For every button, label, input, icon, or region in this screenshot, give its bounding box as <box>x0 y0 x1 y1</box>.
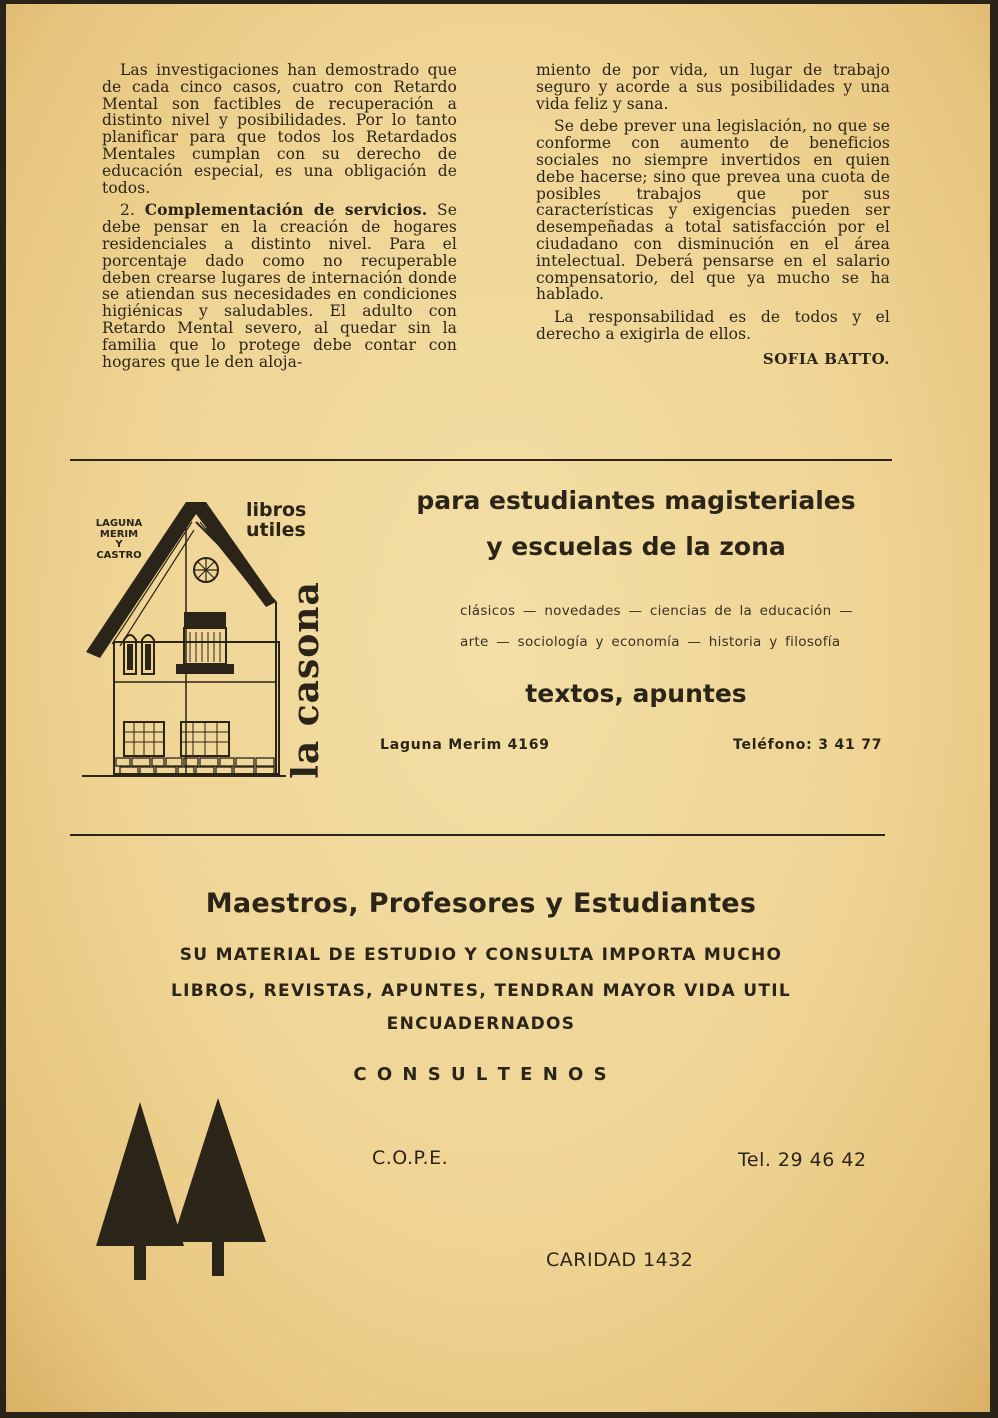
ad-title-line2: y escuelas de la zona <box>486 532 786 561</box>
article-column-right <box>536 62 890 368</box>
section-heading: Complementación de servicios. <box>144 200 428 220</box>
section-body: Se debe pensar en la creación de hogares residenciales a distinto nivel. Para el porcentaje dado como no recuperable deben crearse lugares de internación donde se atiendan sus necesidades en condiciones higiénicas y saludables. El adulto con Retardo Mental severo, al quedar sin la familia que lo protege debe contar con hogares que le den aloja- <box>102 201 457 371</box>
cope-line: LIBROS, REVISTAS, APUNTES, TENDRAN MAYOR VIDA UTIL <box>170 981 791 1001</box>
article-paragraph-services <box>102 202 457 370</box>
cope-line: SU MATERIAL DE ESTUDIO Y CONSULTA IMPORTA MUCHO <box>179 945 783 965</box>
cope-address: CARIDAD 1432 <box>546 1249 694 1271</box>
logo-brand-name: la casona <box>285 581 327 779</box>
section-number: 2. <box>120 201 135 220</box>
article-paragraph: Las investigaciones han demostrado que de cada cinco casos, cuatro con Retardo Mental son factibles de recuperación a distinto nivel y posibilidades. Por lo tanto planificar para que todos los Retardados Mentales cumplan con su derecho de educación especial, es una obligación de todos. <box>102 61 457 197</box>
ad-phone: Teléfono: 3 41 77 <box>733 737 883 753</box>
logo-tagline-line: libros <box>246 499 307 521</box>
cope-line: ENCUADERNADOS <box>386 1014 576 1034</box>
ad-subtitle: textos, apuntes <box>525 679 747 708</box>
categories-line: clásicos — novedades — ciencias de la educación — <box>460 603 853 619</box>
article-column-left <box>102 62 457 376</box>
divider-rule <box>70 834 885 836</box>
logo-corner-line: CASTRO <box>96 549 142 561</box>
cope-call-to-action: C O N S U L T E N O S <box>353 1064 609 1085</box>
author-signature: SOFIA BATTO. <box>762 349 890 368</box>
logo-corner-text <box>90 519 148 561</box>
logo-tagline <box>246 500 306 540</box>
ad-title-line1: para estudiantes magisteriales <box>416 486 856 515</box>
magazine-page <box>6 4 990 1412</box>
article-paragraph: Se debe prever una legislación, no que se conforme con aumento de beneficios sociales no siempre invertidos en quien debe hacerse; sino que prevea una cuota de posibles trabajos que por sus características y exigencias pueden ser desempeñadas a total satisfacción por el ciudadano con disminución en el área intelectual. Deberá pensarse en el salario compensatorio, del que ya mucho se ha hablado. <box>536 117 890 304</box>
article-paragraph: miento de por vida, un lugar de trabajo seguro y acorde a sus posibilidades y una vida feliz y sana. <box>536 61 890 113</box>
divider-rule <box>70 459 892 461</box>
cope-phone: Tel. 29 46 42 <box>738 1149 867 1171</box>
trees-logo <box>90 1096 270 1286</box>
article-paragraph: La responsabilidad es de todos y el derecho a exigirla de ellos. <box>536 308 890 343</box>
categories-line: arte — sociología y economía — historia y filosofía <box>460 634 841 650</box>
logo-corner-line: MERIM <box>99 528 139 540</box>
logo-tagline-line: utiles <box>246 519 306 541</box>
logo-corner-line: Y <box>115 539 123 550</box>
ad-address: Laguna Merim 4169 <box>380 737 550 753</box>
logo-corner-line: LAGUNA <box>95 518 143 529</box>
cope-title: Maestros, Profesores y Estudiantes <box>205 888 757 919</box>
cope-name: C.O.P.E. <box>372 1147 449 1169</box>
